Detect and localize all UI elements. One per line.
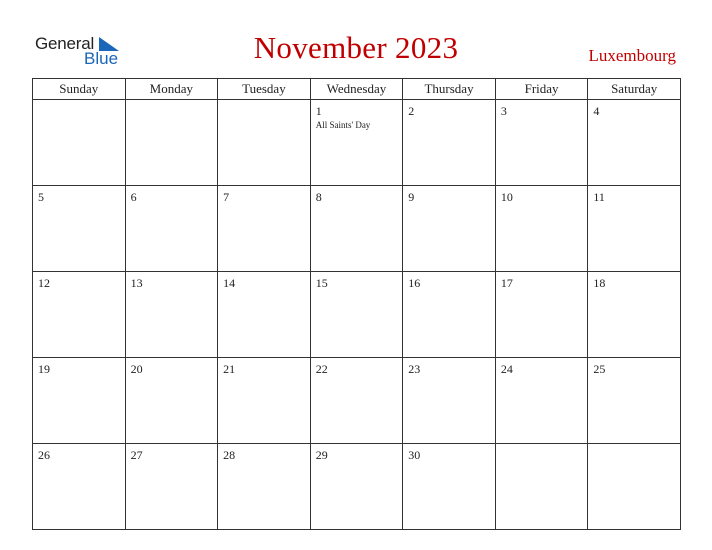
day-number: 1 bbox=[315, 104, 322, 118]
day-number: 5 bbox=[38, 190, 44, 204]
logo-text-blue: Blue bbox=[84, 49, 119, 68]
weekday-header: Tuesday bbox=[218, 79, 311, 100]
day-number: 6 bbox=[130, 190, 137, 204]
day-cell bbox=[588, 358, 681, 444]
day-cell bbox=[403, 272, 496, 358]
day-cell bbox=[403, 358, 496, 444]
day-cell bbox=[403, 444, 496, 530]
day-cell bbox=[33, 100, 126, 186]
day-number: 4 bbox=[593, 104, 600, 118]
day-number: 14 bbox=[223, 276, 236, 290]
logo-text-general: General bbox=[35, 34, 95, 53]
day-cell bbox=[310, 186, 403, 272]
weekday-header: Monday bbox=[125, 79, 218, 100]
day-cell bbox=[218, 100, 311, 186]
day-number: 3 bbox=[500, 104, 507, 118]
page-title: November 2023 bbox=[253, 30, 459, 65]
day-number: 2 bbox=[408, 104, 415, 118]
day-cell bbox=[310, 272, 403, 358]
day-cell bbox=[310, 100, 403, 186]
day-cell bbox=[588, 272, 681, 358]
day-cell bbox=[125, 272, 218, 358]
weekday-header: Thursday bbox=[403, 79, 496, 100]
day-cell bbox=[495, 272, 588, 358]
day-number: 19 bbox=[38, 362, 50, 376]
weekday-header: Saturday bbox=[588, 79, 681, 100]
day-cell bbox=[310, 358, 403, 444]
holiday-label: All Saints' Day bbox=[315, 120, 371, 130]
day-cell bbox=[310, 444, 403, 530]
day-number: 10 bbox=[500, 190, 513, 204]
day-number: 22 bbox=[315, 362, 328, 376]
day-cell bbox=[403, 186, 496, 272]
day-number: 18 bbox=[593, 276, 606, 290]
day-cell bbox=[495, 186, 588, 272]
week-row bbox=[33, 100, 681, 186]
day-cell bbox=[588, 444, 681, 530]
day-cell bbox=[588, 100, 681, 186]
day-number: 9 bbox=[408, 190, 415, 204]
day-number: 20 bbox=[130, 362, 143, 376]
day-number: 7 bbox=[223, 190, 230, 204]
day-number: 25 bbox=[593, 362, 606, 376]
day-number: 21 bbox=[223, 362, 236, 376]
day-cell bbox=[33, 186, 126, 272]
country-label: Luxembourg bbox=[588, 46, 676, 65]
day-number: 27 bbox=[130, 448, 143, 462]
weekday-header: Friday bbox=[495, 79, 588, 100]
day-number: 17 bbox=[500, 276, 513, 290]
weekday-header: Sunday bbox=[33, 79, 126, 100]
weekday-header-row bbox=[33, 79, 681, 100]
day-number: 28 bbox=[223, 448, 236, 462]
day-cell bbox=[125, 444, 218, 530]
day-cell bbox=[218, 272, 311, 358]
day-cell bbox=[495, 444, 588, 530]
day-cell bbox=[125, 358, 218, 444]
week-row bbox=[33, 186, 681, 272]
day-number: 15 bbox=[315, 276, 328, 290]
day-cell bbox=[495, 358, 588, 444]
day-cell bbox=[125, 186, 218, 272]
week-row bbox=[33, 444, 681, 530]
day-number: 26 bbox=[38, 448, 50, 462]
day-number: 23 bbox=[408, 362, 421, 376]
week-row bbox=[33, 272, 681, 358]
day-cell bbox=[33, 444, 126, 530]
day-number: 30 bbox=[408, 448, 421, 462]
day-cell bbox=[218, 186, 311, 272]
day-number: 16 bbox=[408, 276, 421, 290]
day-number: 24 bbox=[500, 362, 513, 376]
day-cell bbox=[588, 186, 681, 272]
weekday-header: Wednesday bbox=[310, 79, 403, 100]
day-cell bbox=[33, 358, 126, 444]
day-cell bbox=[125, 100, 218, 186]
day-cell bbox=[495, 100, 588, 186]
day-number: 11 bbox=[593, 190, 605, 204]
calendar-grid bbox=[32, 78, 681, 530]
day-cell bbox=[33, 272, 126, 358]
day-number: 13 bbox=[130, 276, 143, 290]
day-cell bbox=[218, 358, 311, 444]
week-row bbox=[33, 358, 681, 444]
day-number: 12 bbox=[38, 276, 50, 290]
day-number: 29 bbox=[315, 448, 328, 462]
day-number: 8 bbox=[315, 190, 322, 204]
day-cell bbox=[218, 444, 311, 530]
day-cell bbox=[403, 100, 496, 186]
